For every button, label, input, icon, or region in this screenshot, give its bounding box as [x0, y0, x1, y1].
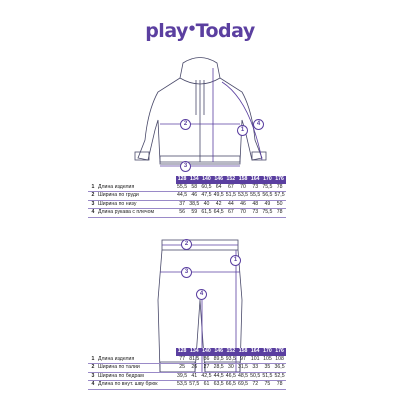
measurement-value: 33 — [249, 364, 261, 373]
jacket-size-table — [88, 176, 286, 218]
measurement-value: 63,5 — [213, 381, 225, 390]
measurement-value: 93,5 — [225, 356, 237, 364]
size-header: 158 — [238, 176, 248, 182]
measurement-value: 51,5 — [261, 372, 273, 381]
measurement-value: 101 — [249, 356, 261, 364]
measurement-value: 59 — [188, 209, 200, 218]
size-header: 146 — [214, 176, 223, 182]
table-row — [88, 192, 286, 201]
measurement-label: Длина по внут. шву брюк — [98, 381, 176, 390]
measurement-value: 105 — [261, 356, 273, 364]
row-number: 2 — [88, 192, 98, 201]
measurement-value: 25 — [176, 364, 188, 373]
measurement-value: 89,5 — [213, 356, 225, 364]
measurement-value: 86 — [200, 356, 212, 364]
marker-pants-4: 4 — [196, 289, 207, 300]
row-number: 3 — [88, 200, 98, 209]
measurement-label: Длина изделия — [98, 356, 176, 364]
marker-jacket-4: 4 — [253, 119, 264, 130]
row-number: 1 — [88, 356, 98, 364]
measurement-label: Ширина по бедрам — [98, 372, 176, 381]
size-header: 128 — [177, 348, 187, 354]
marker-jacket-3: 3 — [180, 161, 191, 172]
measurement-value: 78 — [274, 184, 286, 192]
table-row — [88, 372, 286, 381]
measurement-value: 64,5 — [213, 209, 225, 218]
measurement-value: 55,5 — [249, 192, 261, 201]
measurement-value: 81,5 — [188, 356, 200, 364]
table-row — [88, 184, 286, 192]
measurement-value: 30 — [225, 364, 237, 373]
measurement-value: 38,5 — [188, 200, 200, 209]
measurement-label: Ширина по талии — [98, 364, 176, 373]
size-header: 128 — [177, 176, 187, 182]
measurement-value: 66,5 — [225, 381, 237, 390]
table-row — [88, 200, 286, 209]
measurement-value: 58 — [188, 184, 200, 192]
measurement-value: 55,5 — [176, 184, 188, 192]
measurement-value: 47,5 — [200, 192, 212, 201]
measurement-value: 52,5 — [274, 372, 286, 381]
table-row — [88, 209, 286, 218]
measurement-value: 60,5 — [200, 184, 212, 192]
measurement-value: 73 — [249, 209, 261, 218]
measurement-value: 44,5 — [176, 192, 188, 201]
measurement-value: 36,5 — [274, 364, 286, 373]
row-number: 3 — [88, 372, 98, 381]
table-row — [88, 381, 286, 390]
measurement-value: 50,5 — [249, 372, 261, 381]
measurement-label: Длина изделия — [98, 184, 176, 192]
measurement-value: 40 — [200, 200, 212, 209]
measurement-value: 53,5 — [237, 192, 249, 201]
measurement-value: 31,5 — [237, 364, 249, 373]
measurement-label: Длина рукава с плечом — [98, 209, 176, 218]
measurement-value: 41 — [188, 372, 200, 381]
table-row — [88, 364, 286, 373]
measurement-value: 44,5 — [213, 372, 225, 381]
measurement-value: 61 — [200, 381, 212, 390]
measurement-value: 61,5 — [200, 209, 212, 218]
measurement-value: 75,5 — [261, 184, 273, 192]
size-header: 158 — [238, 348, 248, 354]
table-header-row — [88, 348, 286, 356]
measurement-value: 46 — [237, 200, 249, 209]
measurement-value: 50 — [274, 200, 286, 209]
measurement-value: 67 — [225, 184, 237, 192]
measurement-value: 67 — [225, 209, 237, 218]
marker-jacket-1: 1 — [237, 125, 248, 136]
measurement-value: 57,5 — [274, 192, 286, 201]
logo-part1: play — [145, 20, 188, 42]
row-number: 2 — [88, 364, 98, 373]
pants-size-table — [88, 348, 286, 390]
measurement-value: 64 — [213, 184, 225, 192]
measurement-value: 72 — [249, 381, 261, 390]
row-number: 4 — [88, 209, 98, 218]
measurement-value: 70 — [237, 184, 249, 192]
size-header: 170 — [263, 176, 272, 182]
marker-jacket-2: 2 — [180, 119, 191, 130]
measurement-value: 26 — [188, 364, 200, 373]
measurement-value: 48 — [249, 200, 261, 209]
measurement-value: 69,5 — [237, 381, 249, 390]
measurement-value: 73 — [249, 184, 261, 192]
measurement-value: 42 — [213, 200, 225, 209]
measurement-value: 42,5 — [200, 372, 212, 381]
size-header: 140 — [202, 176, 211, 182]
marker-pants-1: 1 — [230, 255, 241, 266]
measurement-value: 51,5 — [225, 192, 237, 201]
size-header: 146 — [214, 348, 223, 354]
measurement-value: 57,5 — [188, 381, 200, 390]
measurement-value: 78 — [274, 209, 286, 218]
jacket-measure-lines — [160, 68, 262, 166]
measurement-value: 49 — [261, 200, 273, 209]
measurement-value: 53,5 — [176, 381, 188, 390]
measurement-value: 44 — [225, 200, 237, 209]
size-header: 152 — [226, 176, 236, 182]
size-header: 140 — [202, 348, 211, 354]
table-header-row — [88, 176, 286, 184]
measurement-value: 75,5 — [261, 209, 273, 218]
measurement-value: 28,5 — [213, 364, 225, 373]
measurement-label: Ширина по низу — [98, 200, 176, 209]
measurement-label: Ширина по груди — [98, 192, 176, 201]
measurement-value: 70 — [237, 209, 249, 218]
measurement-value: 49,5 — [213, 192, 225, 201]
size-header: 170 — [263, 348, 272, 354]
size-header: 176 — [275, 176, 284, 182]
logo-dot: ● — [188, 23, 195, 32]
size-header: 134 — [189, 176, 199, 182]
measurement-value: 77 — [176, 356, 188, 364]
size-header: 134 — [189, 348, 199, 354]
measurement-value: 27 — [200, 364, 212, 373]
measurement-value: 56 — [176, 209, 188, 218]
marker-pants-3: 3 — [181, 267, 192, 278]
table-row — [88, 356, 286, 364]
marker-pants-2: 2 — [181, 239, 192, 250]
measurement-value: 46 — [188, 192, 200, 201]
measurement-value: 39,5 — [176, 372, 188, 381]
measurement-value: 78 — [274, 381, 286, 390]
measurement-value: 35 — [261, 364, 273, 373]
measurement-value: 37 — [176, 200, 188, 209]
logo-part2: Today — [195, 20, 255, 42]
size-header: 164 — [250, 176, 260, 182]
row-number: 1 — [88, 184, 98, 192]
size-header: 176 — [275, 348, 284, 354]
measurement-value: 97 — [237, 356, 249, 364]
row-number: 4 — [88, 381, 98, 390]
measurement-value: 108 — [274, 356, 286, 364]
measurement-value: 56,5 — [261, 192, 273, 201]
size-header: 164 — [250, 348, 260, 354]
measurement-value: 46,5 — [225, 372, 237, 381]
size-header: 152 — [226, 348, 236, 354]
measurement-value: 48,5 — [237, 372, 249, 381]
measurement-value: 75 — [261, 381, 273, 390]
